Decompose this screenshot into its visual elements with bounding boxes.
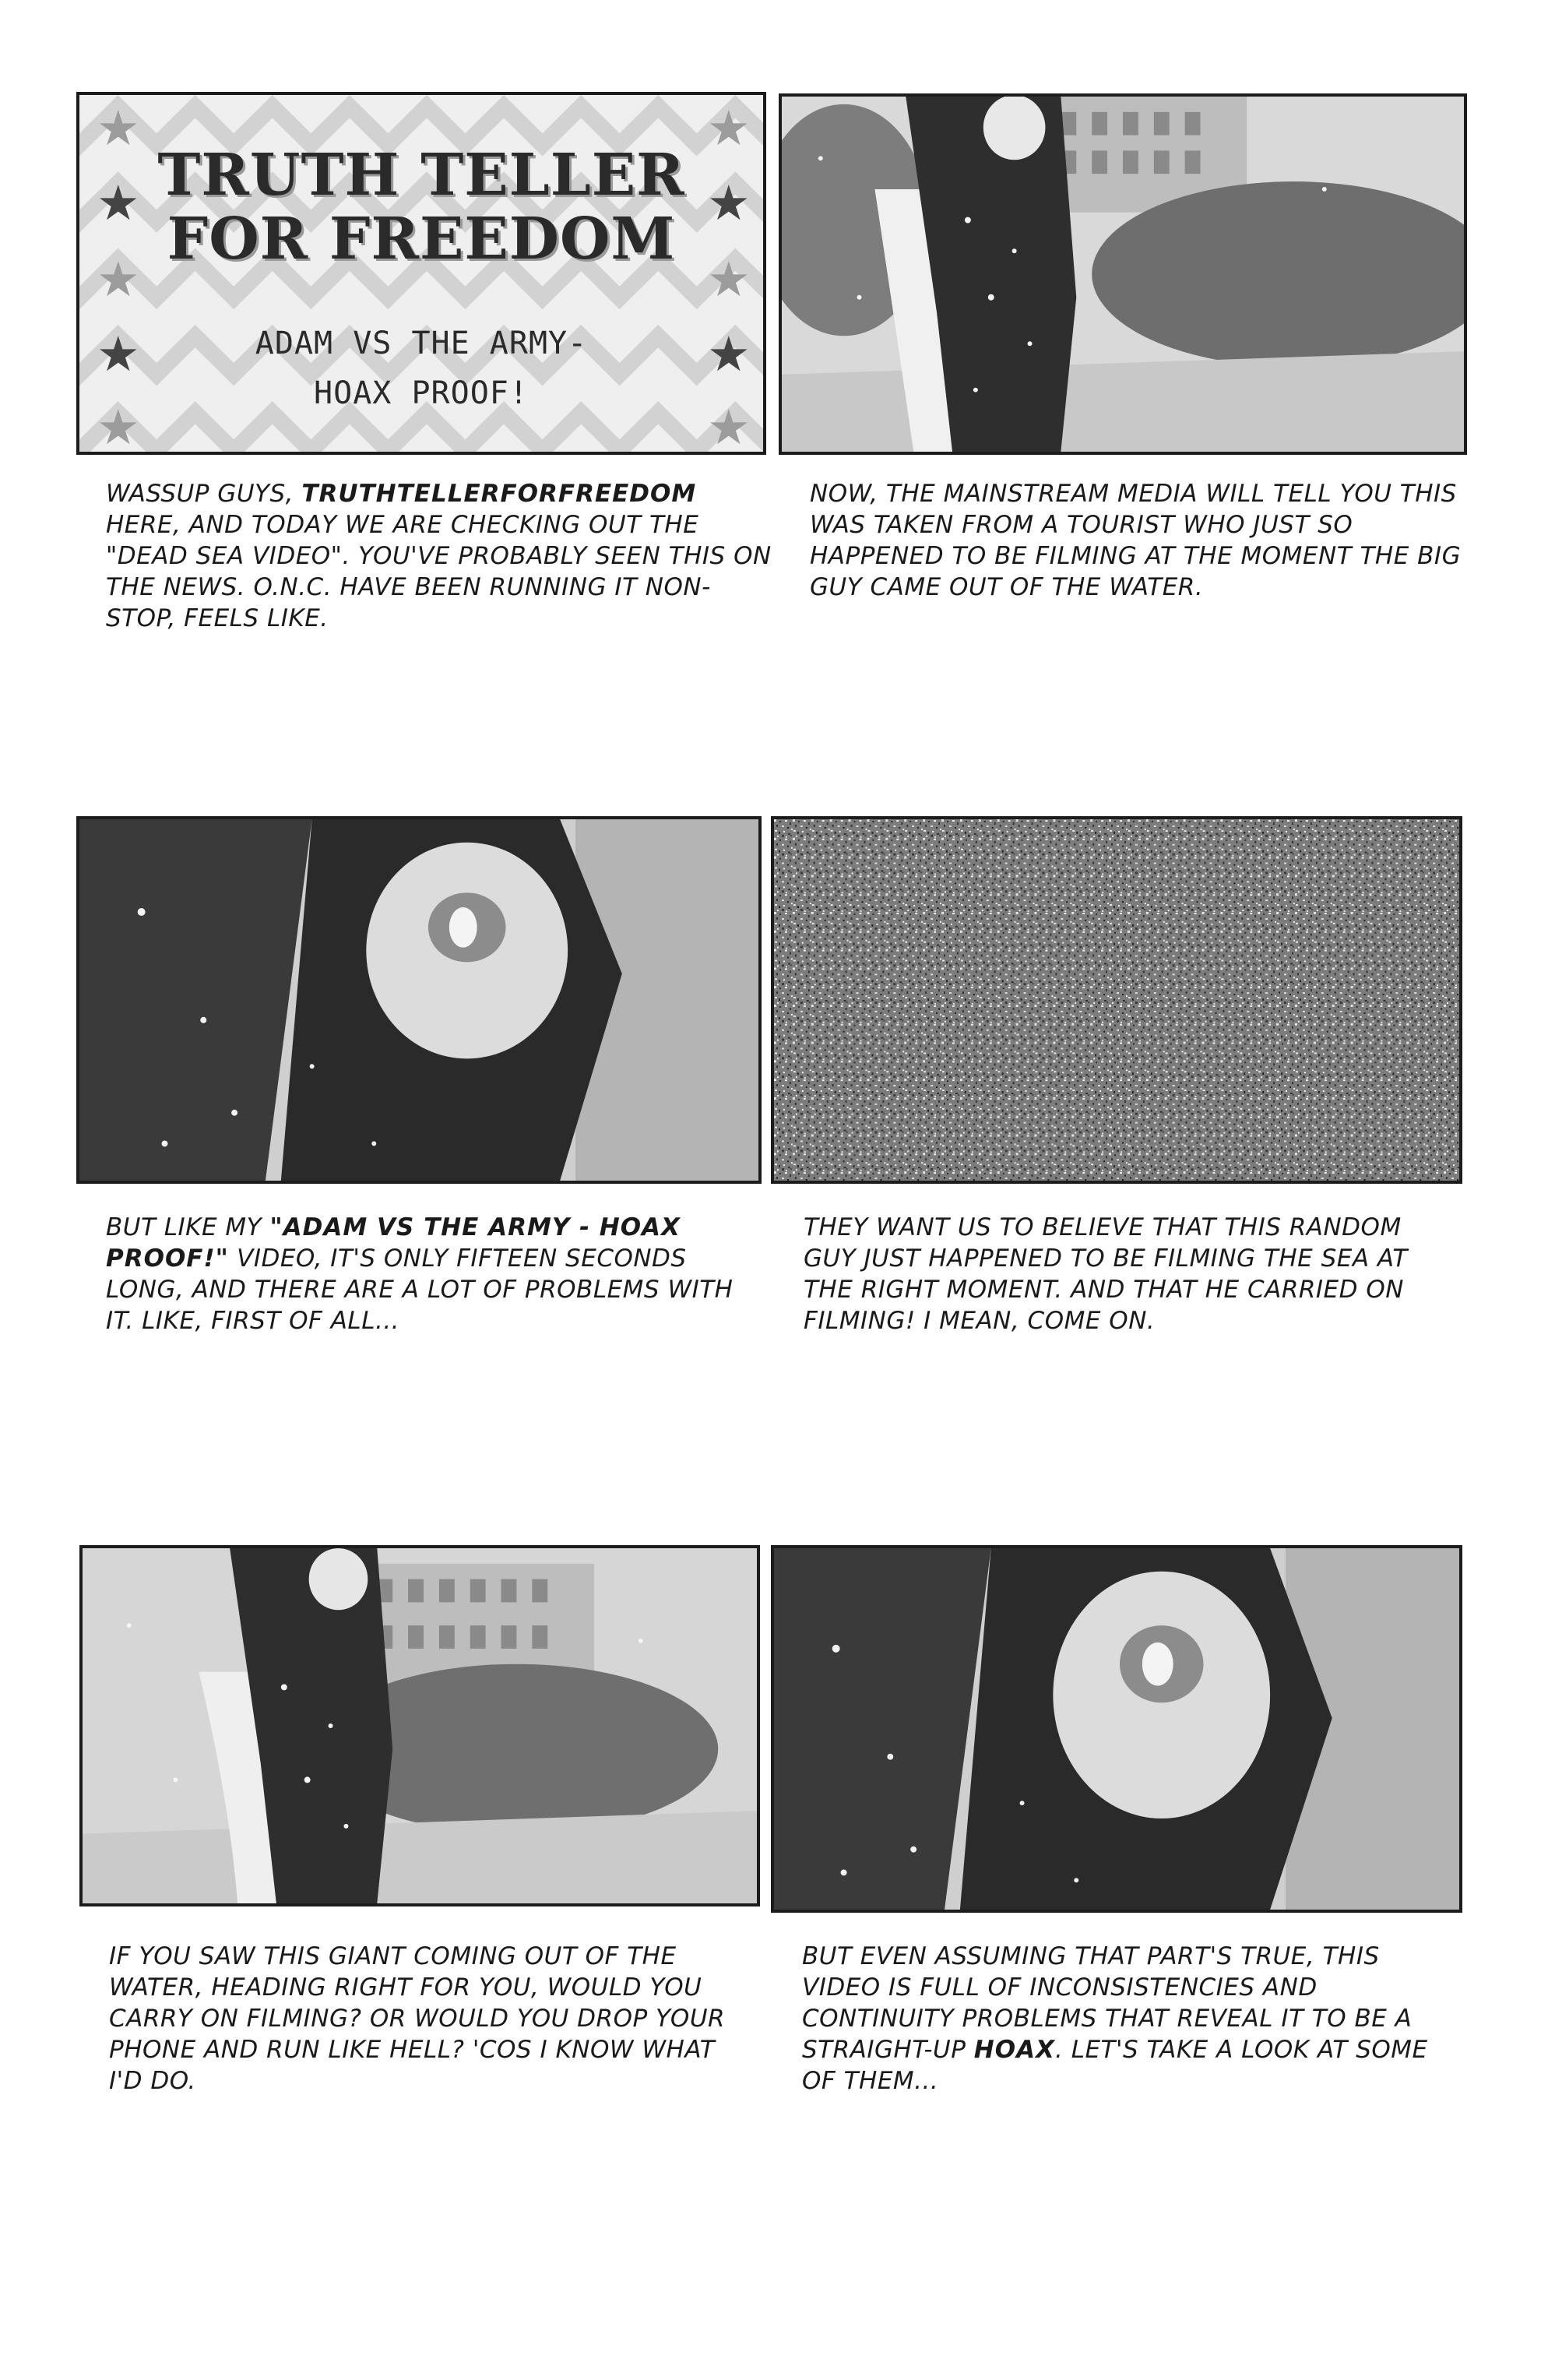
caption-1-channel-name: TRUTHTELLERFORFREEDOM <box>301 480 697 508</box>
star-icon: ★ <box>707 251 751 308</box>
caption-1-text-b: HERE, AND TODAY WE ARE CHECKING OUT THE "DEAD SEA VIDEO". YOU'VE PROBABLY SEEN THIS ON THE NEWS. O.N.C. HAVE BEEN RUNNING IT NON-STOP, FEELS LIKE. <box>106 511 772 632</box>
panel-giant-wading-2 <box>79 1545 760 1906</box>
caption-4-text: THEY WANT US TO BELIEVE THAT THIS RANDOM GUY JUST HAPPENED TO BE FILMING THE SEA AT THE RIGHT MOMENT. AND THAT HE CARRIED ON FILMING! I MEAN, COME ON. <box>804 1213 1408 1335</box>
panel-giant-face-2 <box>771 1545 1462 1913</box>
caption-6-text-a: BUT EVEN ASSUMING THAT PART'S TRUE, THIS VIDEO IS FULL OF INCONSISTENCIES AND CONTINUITY PROBLEMS THAT REVEAL IT TO BE A STRAIGHT-UP <box>802 1942 1413 2064</box>
title-card-panel <box>76 92 766 455</box>
giant-wading-illustration <box>83 1548 757 1903</box>
star-icon: ★ <box>97 326 140 382</box>
star-icon: ★ <box>707 399 751 455</box>
panel-giant-face-1 <box>76 816 762 1184</box>
star-icon: ★ <box>97 251 140 308</box>
star-icon: ★ <box>97 399 140 455</box>
caption-6-hoax-word: HOAX <box>973 2036 1055 2064</box>
giant-wading-illustration <box>782 97 1464 452</box>
subtitle-line-2: HOAX PROOF! <box>314 375 529 411</box>
panel-giant-wading-1 <box>779 93 1467 455</box>
tv-static-noise <box>774 819 1459 1181</box>
star-icon: ★ <box>707 174 751 231</box>
caption-6 <box>802 1941 1456 2097</box>
star-icon: ★ <box>707 100 751 157</box>
caption-2-text: NOW, THE MAINSTREAM MEDIA WILL TELL YOU THIS WAS TAKEN FROM A TOURIST WHO JUST SO HAPPENED TO BE FILMING AT THE MOMENT THE BIG GUY CAME OUT OF THE WATER. <box>810 480 1462 601</box>
caption-3-text-a: BUT LIKE MY <box>106 1213 270 1241</box>
star-icon: ★ <box>97 174 140 231</box>
giant-face-illustration <box>774 1548 1459 1910</box>
caption-6-text-b: . LET'S TAKE A LOOK AT SOME OF THEM... <box>802 2036 1428 2095</box>
caption-1 <box>106 478 776 634</box>
caption-2 <box>810 478 1479 603</box>
caption-3-text-b: VIDEO, IT'S ONLY FIFTEEN SECONDS LONG, AND THERE ARE A LOT OF PROBLEMS WITH IT. LIKE, FIRST OF ALL... <box>106 1245 734 1335</box>
title-line-2: FOR FREEDOM <box>167 206 676 273</box>
caption-5 <box>109 1941 755 2097</box>
star-icon: ★ <box>97 100 140 157</box>
caption-4 <box>804 1212 1442 1336</box>
caption-3-video-title: "ADAM VS THE ARMY - HOAX PROOF!" <box>106 1213 681 1273</box>
panel-tv-static <box>771 816 1462 1184</box>
caption-1-text-a: WASSUP GUYS, <box>106 480 302 508</box>
caption-3 <box>106 1212 760 1336</box>
title-line-1: TRUTH TELLER <box>157 142 685 209</box>
giant-face-illustration <box>79 819 758 1181</box>
star-icon: ★ <box>707 326 751 382</box>
caption-5-text: IF YOU SAW THIS GIANT COMING OUT OF THE WATER, HEADING RIGHT FOR YOU, WOULD YOU CARRY ON FILMING? OR WOULD YOU DROP YOUR PHONE AND RUN LIKE HELL? 'COS I KNOW WHAT I'D DO. <box>109 1942 726 2095</box>
subtitle-line-1: ADAM VS THE ARMY- <box>255 326 588 361</box>
